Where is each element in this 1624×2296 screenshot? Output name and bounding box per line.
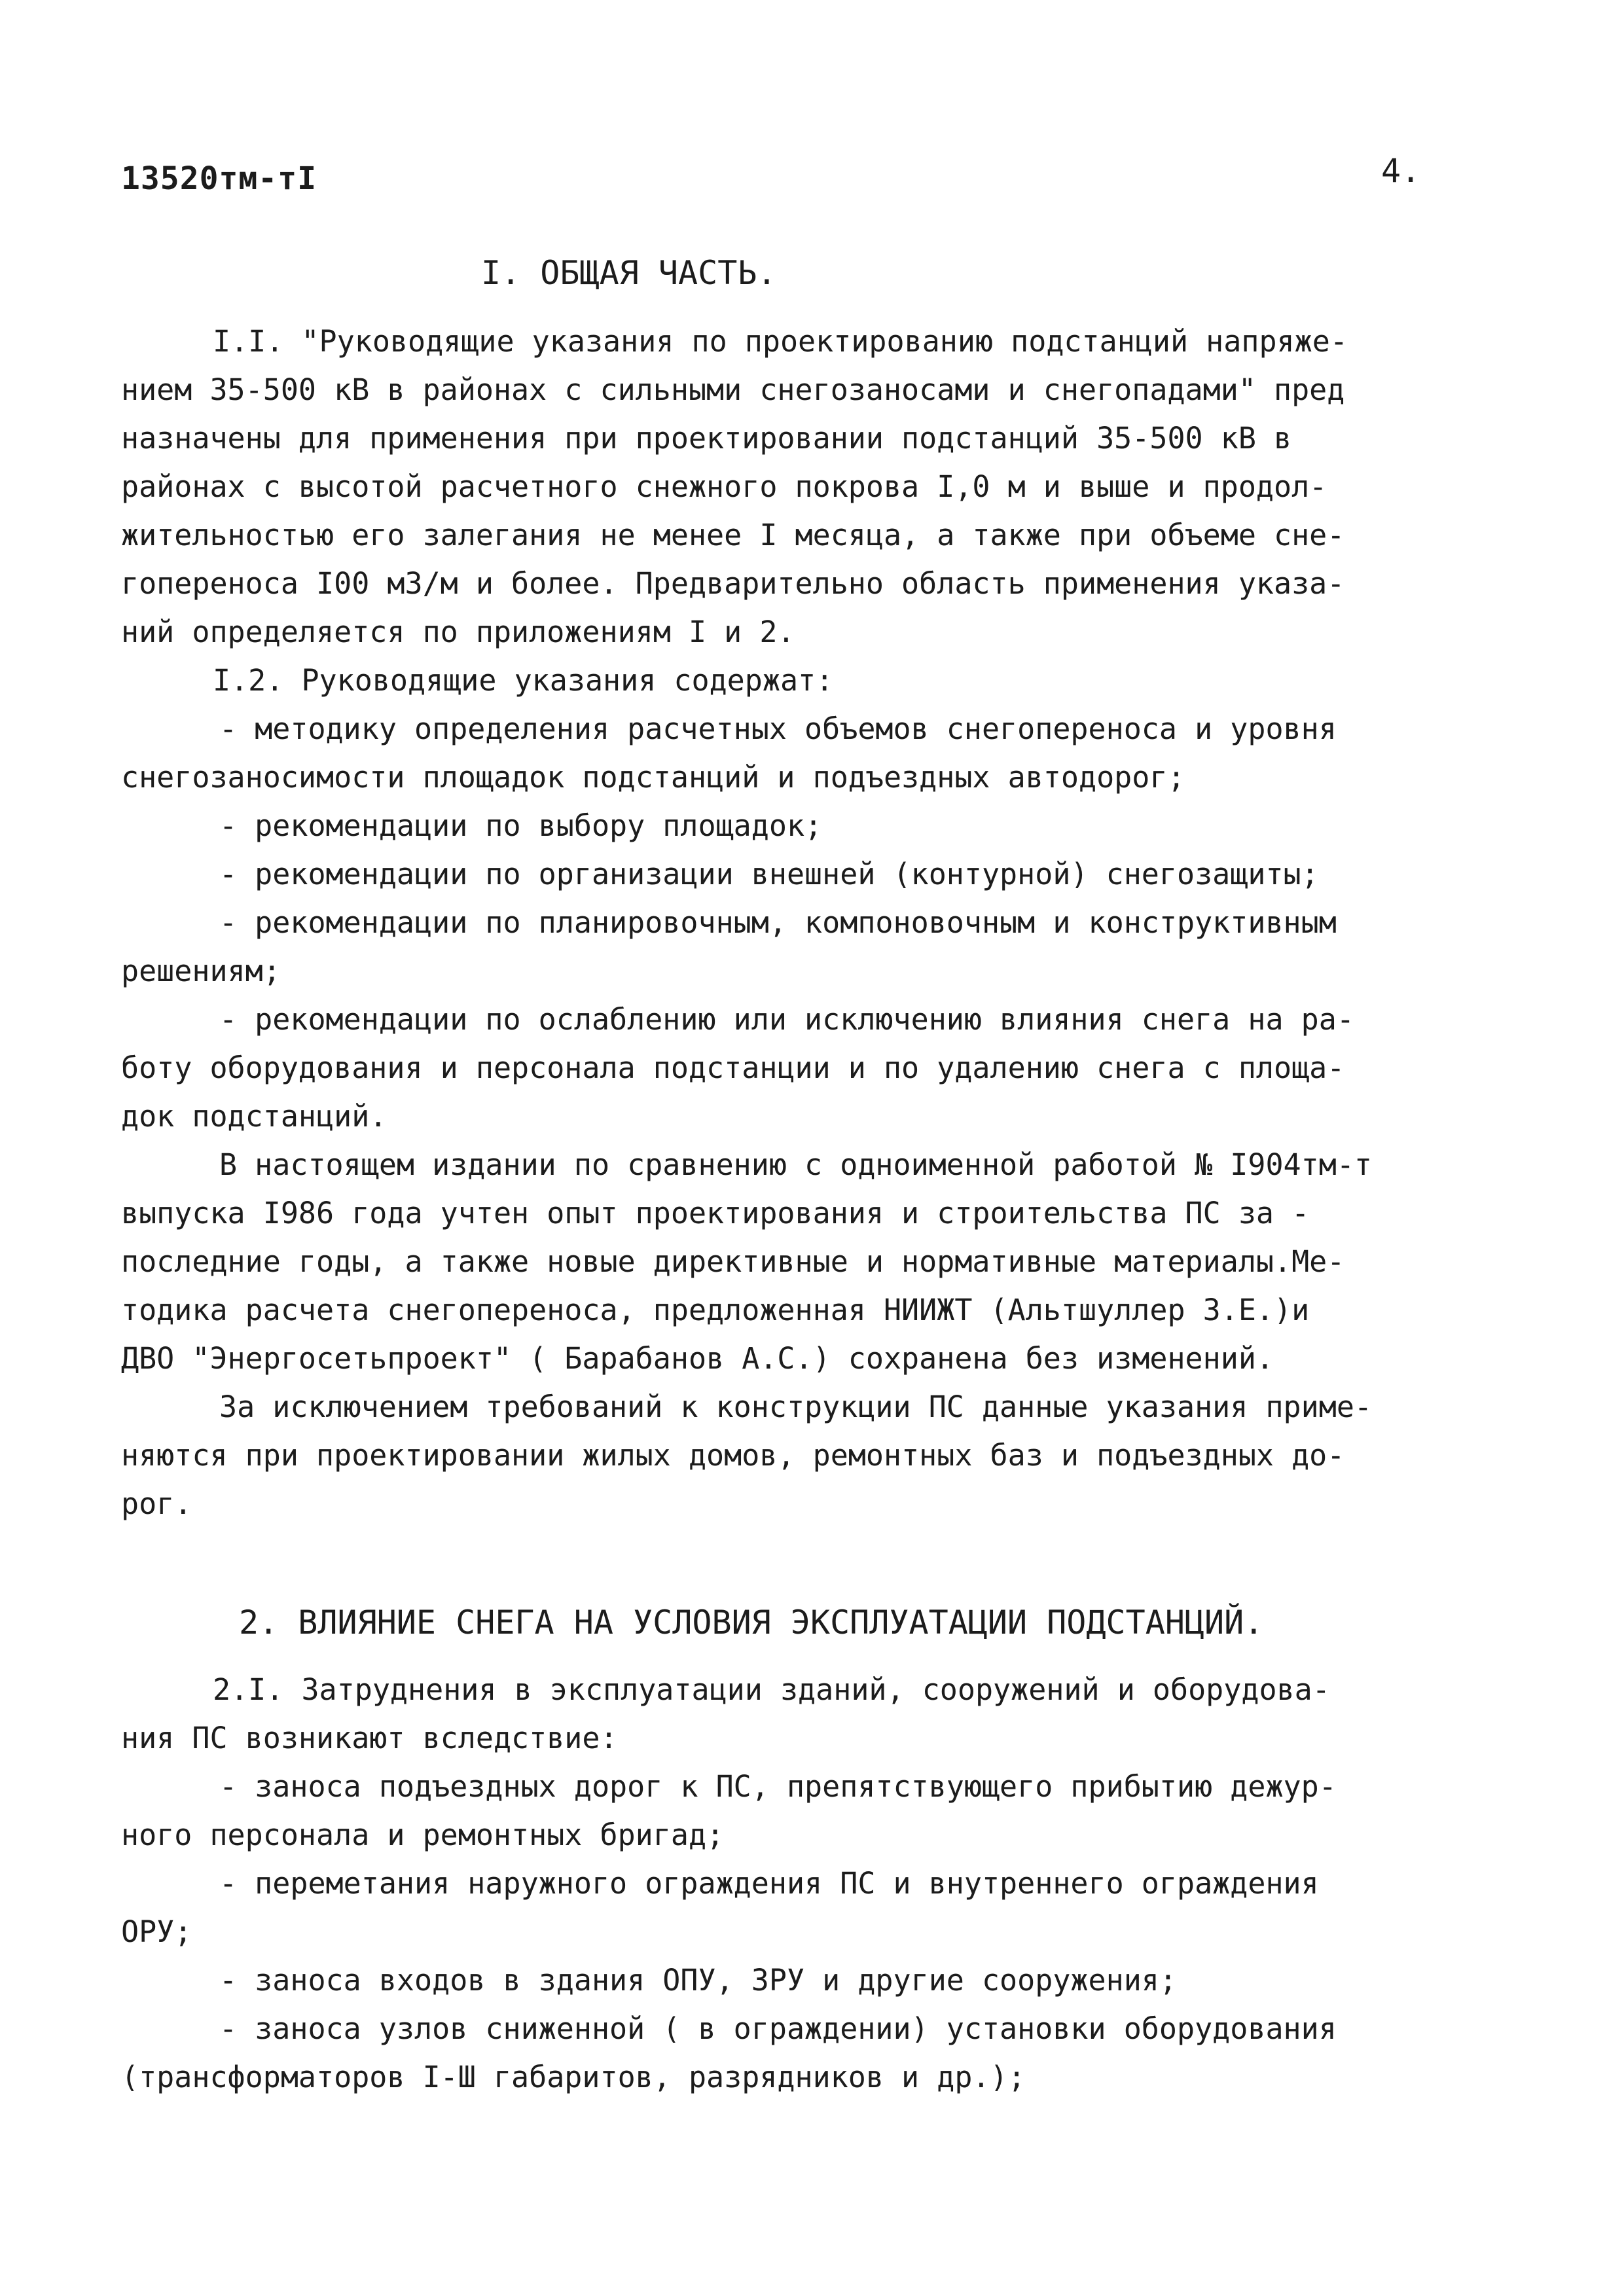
list-item: - рекомендации по организации внешней (контурной) снегозащиты; xyxy=(219,857,1319,891)
paragraph-line: няются при проектировании жилых домов, ремонтных баз и подъездных до- xyxy=(121,1438,1345,1473)
paragraph-line: гопереноса I00 м3/м и более. Предварительно область применения указа- xyxy=(121,566,1345,601)
list-item: - переметания наружного ограждения ПС и внутреннего ограждения xyxy=(219,1866,1319,1901)
list-item: - заноса входов в здания ОПУ, ЗРУ и другие сооружения; xyxy=(219,1963,1177,1998)
paragraph-line: ДВО "Энергосетьпроект" ( Барабанов А.С.) сохранена без изменений. xyxy=(121,1341,1274,1376)
paragraph-line: За исключением требований к конструкции ПС данные указания приме- xyxy=(219,1390,1372,1424)
paragraph-line: назначены для применения при проектировании подстанций 35-500 кВ в xyxy=(121,421,1292,456)
paragraph-line: ний определяется по приложениям I и 2. xyxy=(121,615,795,649)
page-number: 4. xyxy=(1381,152,1421,190)
list-item: - методику определения расчетных объемов снегопереноса и уровня xyxy=(219,711,1337,746)
paragraph-line: районах с высотой расчетного снежного покрова I,0 м и выше и продол- xyxy=(121,469,1327,504)
paragraph-line: последние годы, а также новые директивные и нормативные материалы.Ме- xyxy=(121,1244,1345,1279)
section-1-body xyxy=(121,317,1483,1528)
paragraph-line: ния ПС возникают вследствие: xyxy=(121,1721,618,1755)
section-1-title: I. ОБЩАЯ ЧАСТЬ. xyxy=(481,254,777,292)
list-item: - заноса подъездных дорог к ПС, препятствующего прибытию дежур- xyxy=(219,1769,1337,1804)
document-code: 13520тм-тI xyxy=(121,160,317,197)
list-item: - рекомендации по планировочным, компоновочным и конструктивным xyxy=(219,905,1337,940)
list-item-continuation: боту оборудования и персонала подстанции и по удалению снега с площа- xyxy=(121,1050,1345,1085)
list-item-continuation: док подстанций. xyxy=(121,1099,388,1134)
paragraph-line: 2.I. Затруднения в эксплуатации зданий, сооружений и оборудова- xyxy=(213,1672,1330,1707)
list-item: - рекомендации по ослаблению или исключению влияния снега на ра- xyxy=(219,1002,1354,1037)
list-item-continuation: (трансформаторов I-Ш габаритов, разрядников и др.); xyxy=(121,2060,1026,2094)
paragraph-line: тодика расчета снегопереноса, предложенная НИИЖТ (Альтшуллер З.Е.)и xyxy=(121,1293,1310,1327)
list-item-continuation: ного персонала и ремонтных бригад; xyxy=(121,1818,725,1852)
paragraph-line: выпуска I986 года учтен опыт проектирования и строительства ПС за - xyxy=(121,1196,1310,1230)
section-2-title: 2. ВЛИЯНИЕ СНЕГА НА УСЛОВИЯ ЭКСПЛУАТАЦИИ ПОДСТАНЦИЙ. xyxy=(239,1604,1264,1641)
paragraph-line: рог. xyxy=(121,1486,192,1521)
paragraph-line: В настоящем издании по сравнению с одноименной работой № I904тм-т xyxy=(219,1147,1372,1182)
paragraph-line: I.2. Руководящие указания содержат: xyxy=(213,663,834,698)
list-item-continuation: снегозаносимости площадок подстанций и подъездных автодорог; xyxy=(121,760,1185,795)
list-item-continuation: ОРУ; xyxy=(121,1914,192,1949)
list-item: - рекомендации по выбору площадок; xyxy=(219,808,823,843)
list-item: - заноса узлов сниженной ( в ограждении) установки оборудования xyxy=(219,2011,1337,2046)
section-2-body xyxy=(121,1666,1483,2102)
paragraph-line: жительностью его залегания не менее I месяца, а также при объеме сне- xyxy=(121,518,1345,552)
paragraph-line: I.I. "Руководящие указания по проектированию подстанций напряже- xyxy=(213,324,1348,359)
paragraph-line: нием 35-500 кВ в районах с сильными снегозаносами и снегопадами" пред xyxy=(121,372,1345,407)
list-item-continuation: решениям; xyxy=(121,954,281,988)
